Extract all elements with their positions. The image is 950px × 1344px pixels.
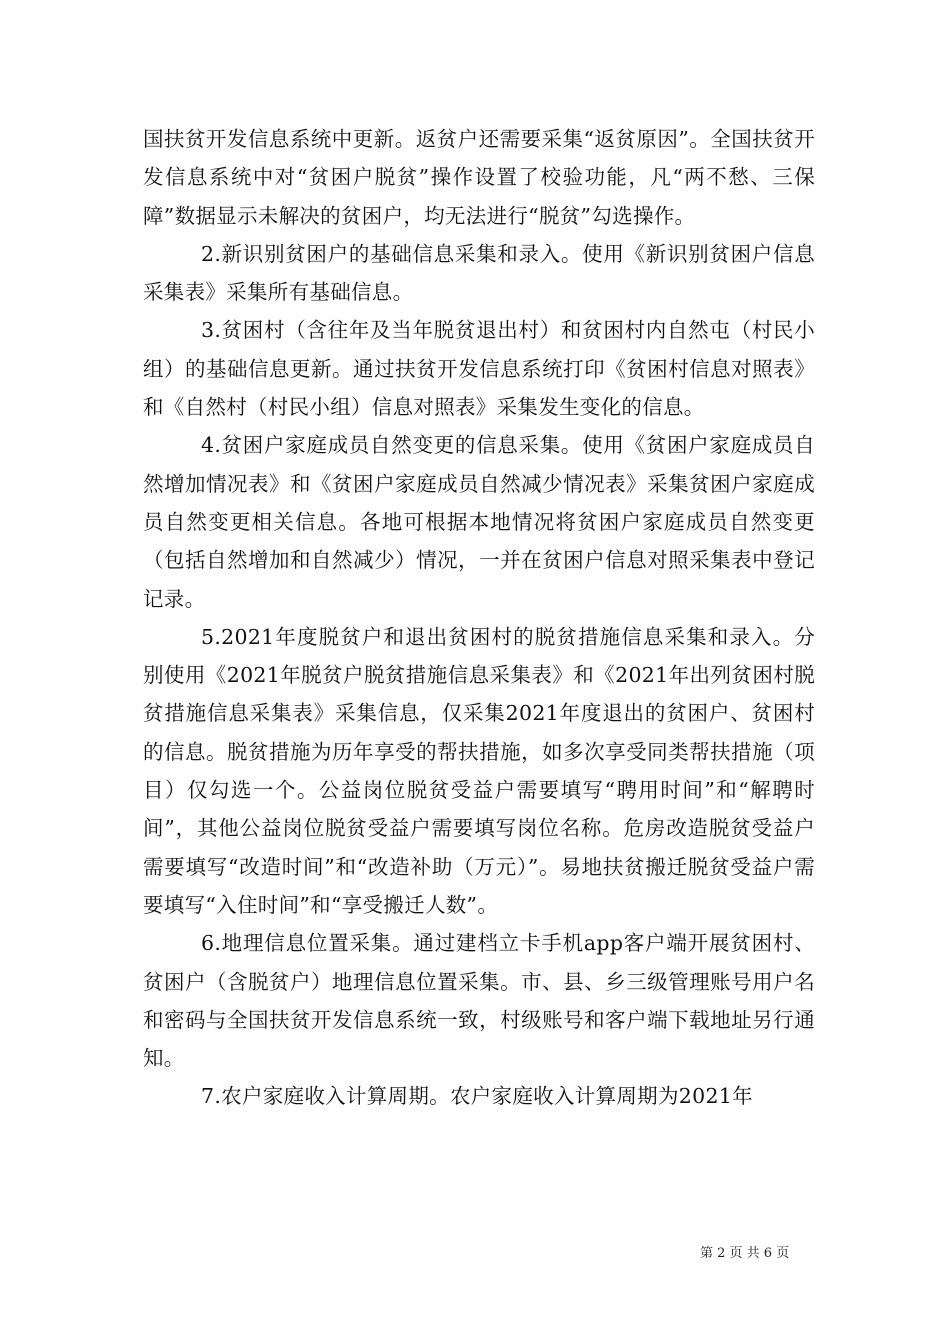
paragraph-item-4: 4.贫困户家庭成员自然变更的信息采集。使用《贫困户家庭成员自然增加情况表》和《贫困户家庭成员自然减少情况表》采集贫困户家庭成员自然变更相关信息。各地可根据本地情况将贫困户家庭成员自然变更（包括自然增加和自然减少）情况，一并在贫困户信息对照采集表中登记记录。: [143, 433, 815, 611]
paragraph-item-7: 7.农户家庭收入计算周期。农户家庭收入计算周期为2021年: [201, 1084, 753, 1109]
page-number-footer: 第 2 页 共 6 页: [700, 1246, 790, 1261]
paragraph-item-6: 6.地理信息位置采集。通过建档立卡手机app客户端开展贫困村、贫困户（含脱贫户）地理信息位置采集。市、县、乡三级管理账号用户名和密码与全国扶贫开发信息系统一致，村级账号和客户端下载地址另行通知。: [143, 931, 815, 1071]
paragraph-continuation: 国扶贫开发信息系统中更新。返贫户还需要采集“返贫原因”。全国扶贫开发信息系统中对“贫困户脱贫”操作设置了校验功能，凡“两不愁、三保障”数据显示未解决的贫困户，均无法进行“脱贫”勾选操作。: [143, 127, 815, 228]
paragraph-item-5: 5.2021年度脱贫户和退出贫困村的脱贫措施信息采集和录入。分别使用《2021年脱贫户脱贫措施信息采集表》和《2021年出列贫困村脱贫措施信息采集表》采集信息，仅采集2021年度退出的贫困户、贫困村的信息。脱贫措施为历年享受的帮扶措施，如多次享受同类帮扶措施（项目）仅勾选一个。公益岗位脱贫受益户需要填写“聘用时间”和“解聘时间”，其他公益岗位脱贫受益户需要填写岗位名称。危房改造脱贫受益户需要填写“改造时间”和“改造补助（万元）”。易地扶贫搬迁脱贫受益户需要填写“入住时间”和“享受搬迁人数”。: [143, 624, 815, 917]
document-body: [143, 120, 815, 1116]
paragraph-item-3: 3.贫困村（含往年及当年脱贫退出村）和贫困村内自然屯（村民小组）的基础信息更新。通过扶贫开发信息系统打印《贫困村信息对照表》和《自然村（村民小组）信息对照表》采集发生变化的信息。: [143, 318, 815, 420]
paragraph-item-2: 2.新识别贫困户的基础信息采集和录入。使用《新识别贫困户信息采集表》采集所有基础信息。: [143, 241, 815, 305]
